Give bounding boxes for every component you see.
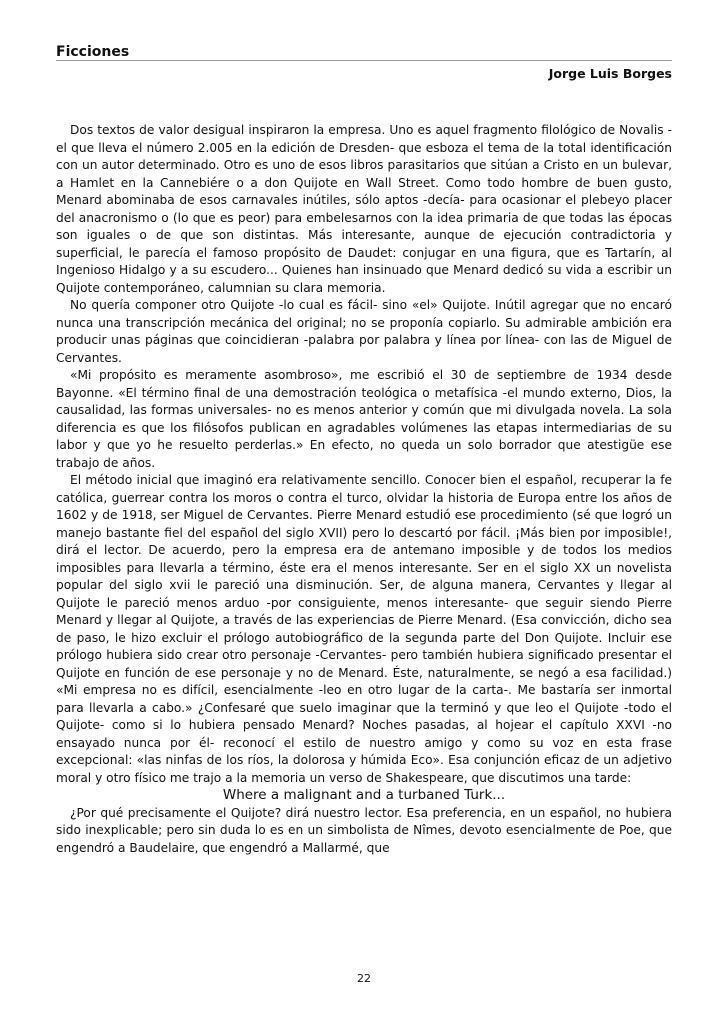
author-name: Jorge Luis Borges	[548, 66, 672, 81]
page-number: 22	[357, 972, 371, 985]
header-divider	[56, 60, 672, 61]
paragraph: «Mi propósito es meramente asombroso», me escribió el 30 de septiembre de 1934 desde Bayonne. «El término final de una demostración teológica o metafísica -el mundo externo, Dios, la causalidad, las formas universales- no es menos anterior y común que mi divulgada novela. La sola diferencia es que los filósofos publican en agradables volúmenes las etapas intermediarias de su labor y que yo he resuelto perderlas.» En efecto, no queda un solo borrador que atestigüe ese trabajo de años.	[56, 368, 672, 470]
body-text	[56, 122, 672, 857]
paragraph: No quería componer otro Quijote -lo cual es fácil- sino «el» Quijote. Inútil agregar que no encaró nunca una transcripción mecánica del original; no se proponía copiarlo. Su admirable ambición era producir unas páginas que coincidieran -palabra por palabra y línea por línea- con las de Miguel de Cervantes.	[56, 298, 672, 365]
paragraph: El método inicial que imaginó era relativamente sencillo. Conocer bien el español, recuperar la fe católica, guerrear contra los moros o contra el turco, olvidar la historia de Europa entre los años de 1602 y de 1918, ser Miguel de Cervantes. Pierre Menard estudió ese procedimiento (sé que logró un manejo bastante fiel del español del siglo XVII) pero lo descartó por fácil. ¡Más bien por imposible!, dirá el lector. De acuerdo, pero la empresa era de antemano imposible y de todos los medios imposibles para llevarla a término, éste era el menos interesante. Ser en el siglo XX un novelista popular del siglo xvii le pareció una disminución. Ser, de alguna manera, Cervantes y llegar al Quijote le pareció menos arduo -por consiguiente, menos interesante- que seguir siendo Pierre Menard y llegar al Quijote, a través de las experiencias de Pierre Menard. (Esa convicción, dicho sea de paso, le hizo excluir el prólogo autobiográfico de la segunda parte del Don Quijote. Incluir ese prólogo hubiera sido crear otro personaje -Cervantes- pero también hubiera significado presentar el Quijote en función de ese personaje y no de Menard. Éste, naturalmente, se negó a esa facilidad.) «Mi empresa no es difícil, esencialmente -leo en otro lugar de la carta-. Me bastaría ser inmortal para llevarla a cabo.» ¿Confesaré que suelo imaginar que la terminó y que leo el Quijote -todo el Quijote- como si lo hubiera pensado Menard? Noches pasadas, al hojear el capítulo XXVI -no ensayado nunca por él- reconocí el estilo de nuestro amigo y como su voz en esta frase excepcional: «las ninfas de los ríos, la dolorosa y húmida Eco». Esa conjunción eficaz de un adjetivo moral y otro físico me trajo a la memoria un verso de Shakespeare, que discutimos una tarde:	[56, 473, 672, 785]
book-title: Ficciones	[56, 44, 130, 60]
paragraph: ¿Por qué precisamente el Quijote? dirá nuestro lector. Esa preferencia, en un español, no hubiera sido inexplicable; pero sin duda lo es en un simbolista de Nîmes, devoto esencialmente de Poe, que engendró a Baudelaire, que engendró a Mallarmé, que	[56, 805, 672, 855]
quotation: Where a malignant and a turbaned Turk...	[222, 787, 506, 803]
paragraph: Dos textos de valor desigual inspiraron la empresa. Uno es aquel fragmento filológico de Novalis -el que lleva el número 2.005 en la edición de Dresden- que esboza el tema de la total identificación con un autor determinado. Otro es uno de esos libros parasitarios que sitúan a Cristo en un bulevar, a Hamlet en la Cannebiére o a don Quijote en Wall Street. Como todo hombre de buen gusto, Menard abominaba de esos carnavales inútiles, sólo aptos -decía- para ocasionar el plebeyo placer del anacronismo o (lo que es peor) para embelesarnos con la idea primaria de que todas las épocas son iguales o de que son distintas. Más interesante, aunque de ejecución contradictoria y superficial, le parecía el famoso propósito de Daudet: conjugar en una figura, que es Tartarín, al Ingenioso Hidalgo y a su escudero... Quienes han insinuado que Menard dedicó su vida a escribir un Quijote contemporáneo, calumnian su clara memoria.	[56, 123, 672, 295]
